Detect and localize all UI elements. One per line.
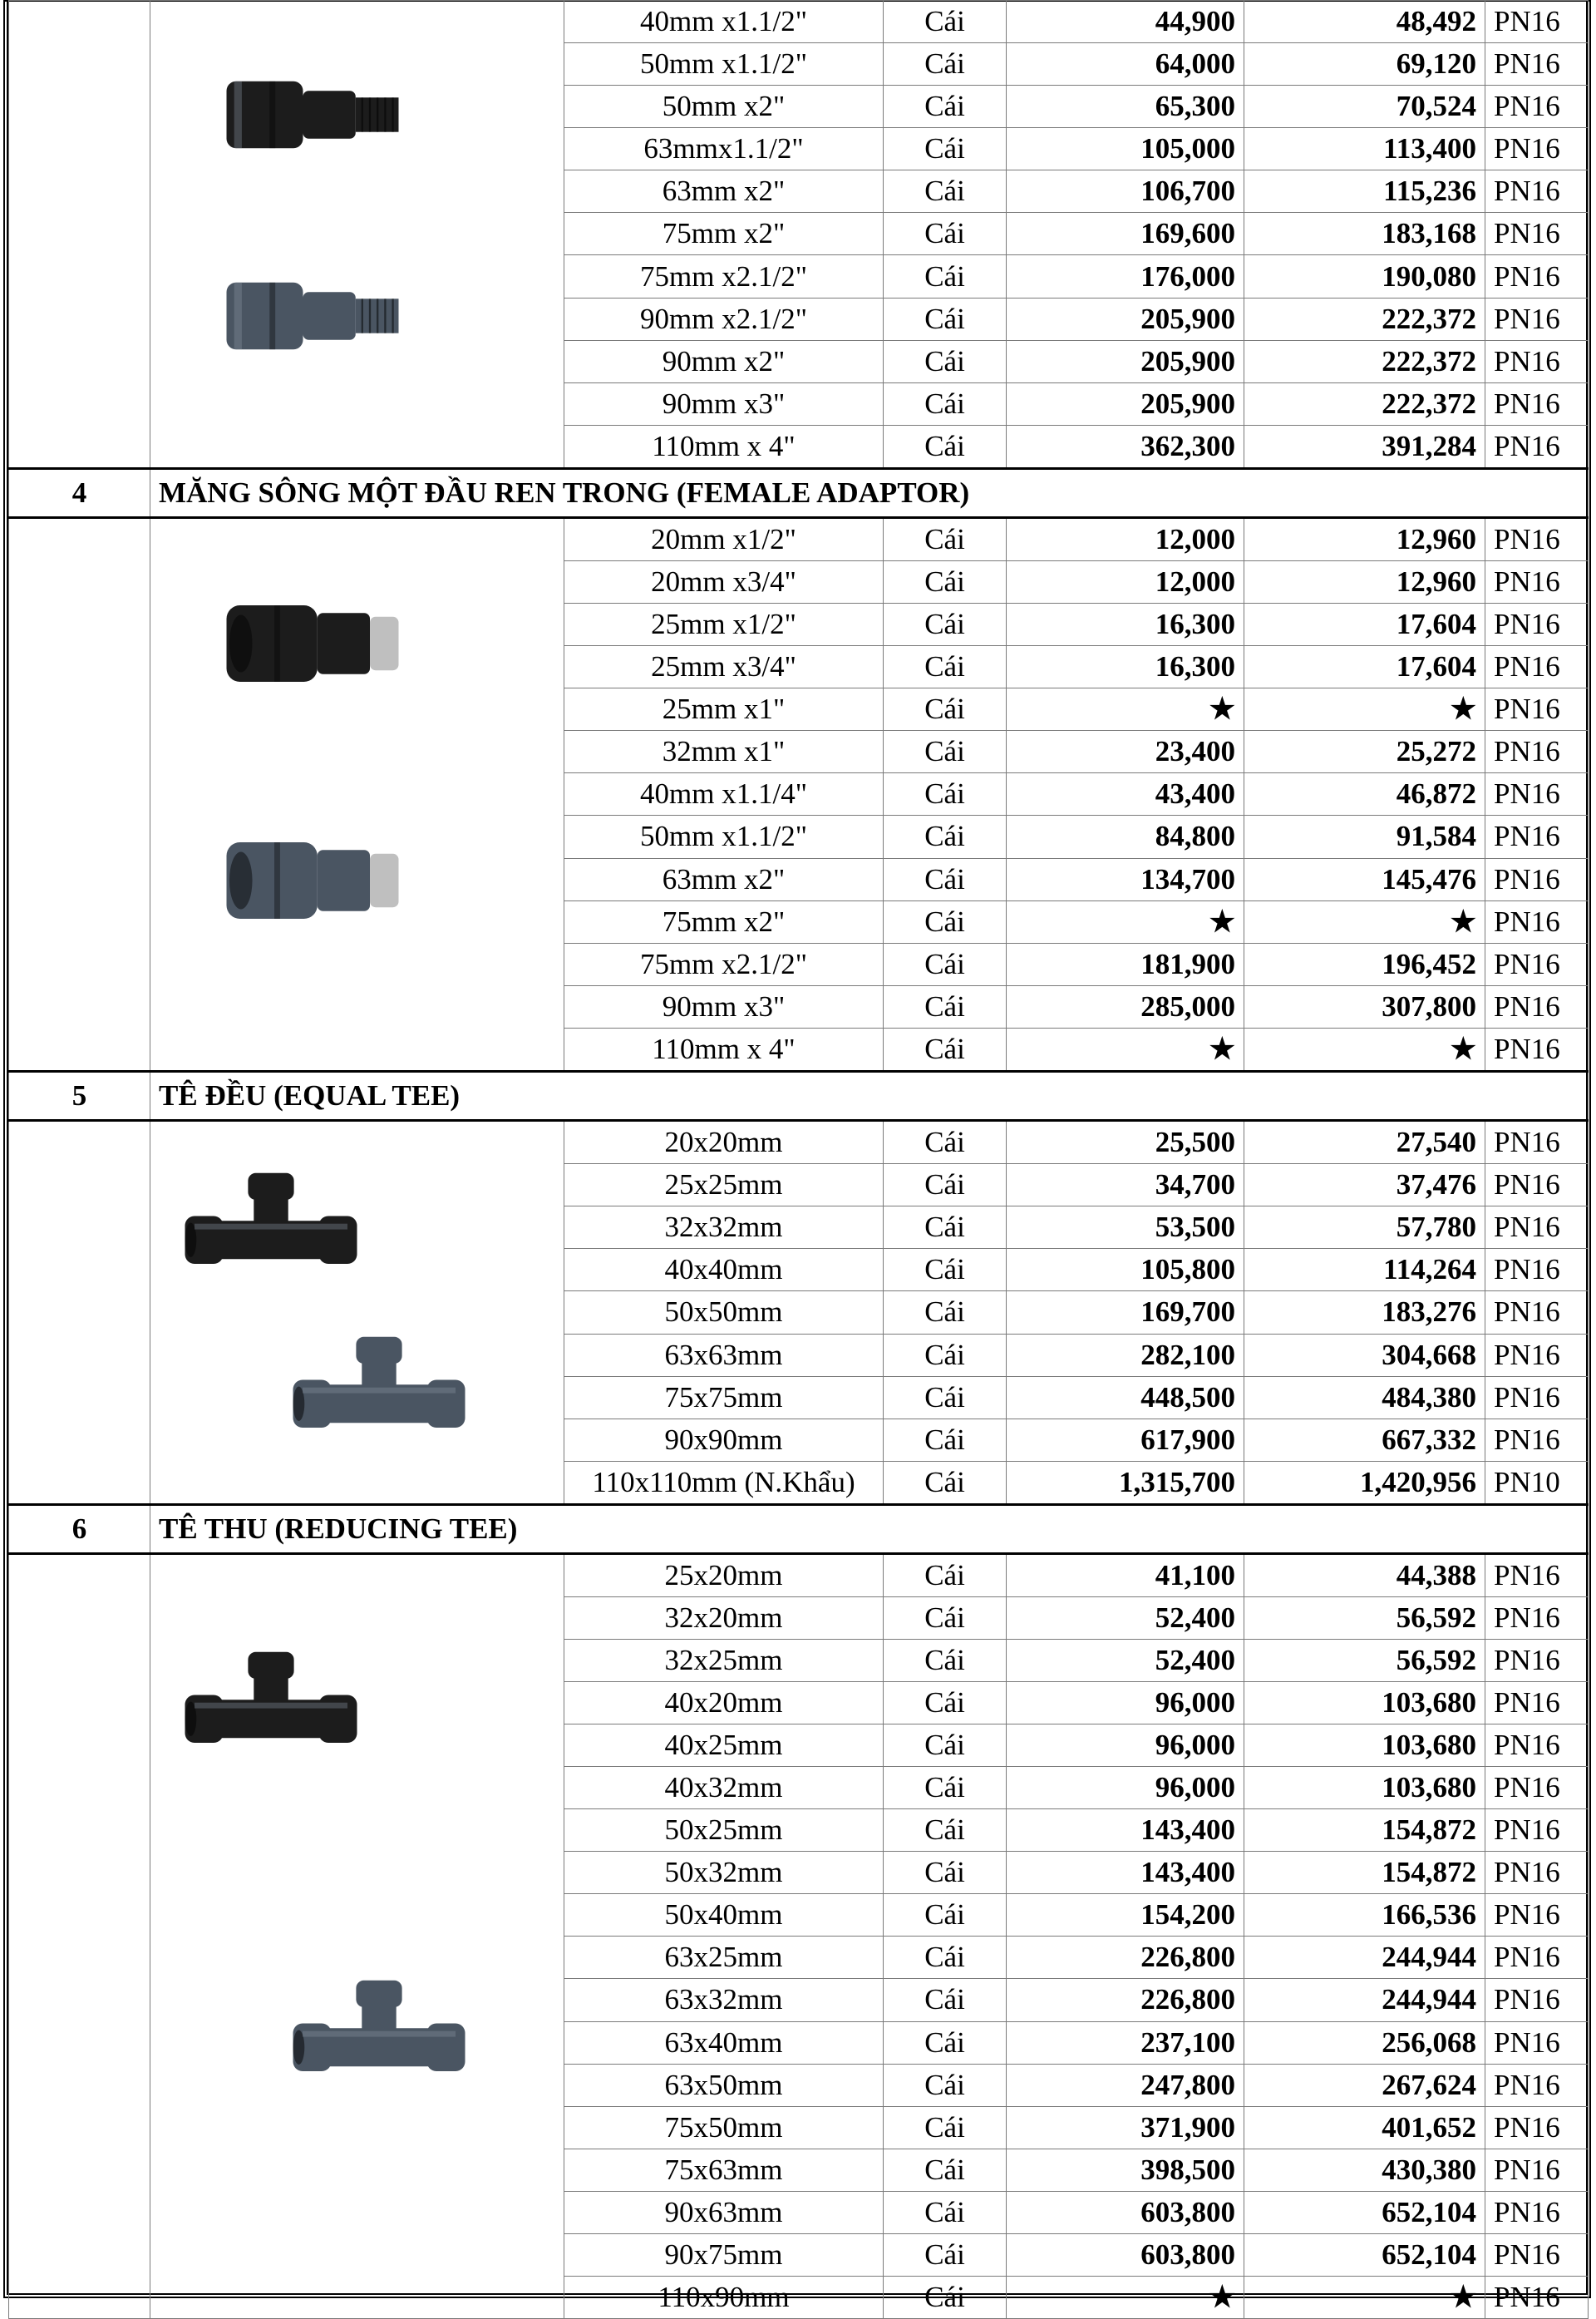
size-cell: 75x75mm xyxy=(564,1376,884,1419)
price-vat-cell: 190,080 xyxy=(1244,255,1485,298)
section-header-row xyxy=(9,469,1589,518)
price-vat-cell: 25,272 xyxy=(1244,731,1485,773)
price-vat-cell: 183,276 xyxy=(1244,1291,1485,1334)
size-cell: 50x50mm xyxy=(564,1291,884,1334)
price-cell: 53,500 xyxy=(1007,1206,1244,1249)
pressure-cell: PN16 xyxy=(1485,1937,1589,1979)
price-cell: 1,315,700 xyxy=(1007,1461,1244,1504)
price-cell: 603,800 xyxy=(1007,2191,1244,2233)
price-vat-cell: 145,476 xyxy=(1244,858,1485,900)
size-cell: 90x63mm xyxy=(564,2191,884,2233)
pressure-cell: PN16 xyxy=(1485,1640,1589,1682)
price-vat-cell: 70,524 xyxy=(1244,86,1485,128)
price-vat-cell: 44,388 xyxy=(1244,1554,1485,1597)
pressure-cell: PN16 xyxy=(1485,1028,1589,1071)
pressure-cell: PN16 xyxy=(1485,688,1589,731)
section-title: MĂNG SÔNG MỘT ĐẦU REN TRONG (FEMALE ADAPTOR) xyxy=(150,469,1589,518)
unit-cell: Cái xyxy=(884,1640,1007,1682)
unit-cell: Cái xyxy=(884,86,1007,128)
size-cell: 63mmx1.1/2" xyxy=(564,128,884,170)
price-cell: 205,900 xyxy=(1007,340,1244,382)
price-cell: 96,000 xyxy=(1007,1682,1244,1724)
price-vat-cell: ★ xyxy=(1244,900,1485,943)
pressure-cell: PN16 xyxy=(1485,816,1589,858)
row-number-cell xyxy=(9,1,150,469)
pressure-cell: PN16 xyxy=(1485,943,1589,985)
price-cell: 96,000 xyxy=(1007,1724,1244,1767)
price-cell: ★ xyxy=(1007,900,1244,943)
price-vat-cell: 17,604 xyxy=(1244,604,1485,646)
size-cell: 40x32mm xyxy=(564,1767,884,1809)
size-cell: 20x20mm xyxy=(564,1121,884,1164)
unit-cell: Cái xyxy=(884,1937,1007,1979)
price-cell: 176,000 xyxy=(1007,255,1244,298)
unit-cell: Cái xyxy=(884,604,1007,646)
pressure-cell: PN16 xyxy=(1485,340,1589,382)
pressure-cell: PN16 xyxy=(1485,1597,1589,1640)
pressure-cell: PN16 xyxy=(1485,1682,1589,1724)
unit-cell: Cái xyxy=(884,1979,1007,2021)
pressure-cell: PN16 xyxy=(1485,1852,1589,1894)
price-vat-cell: 391,284 xyxy=(1244,425,1485,468)
price-cell: 226,800 xyxy=(1007,1937,1244,1979)
unit-cell: Cái xyxy=(884,425,1007,468)
pressure-cell: PN16 xyxy=(1485,1376,1589,1419)
unit-cell: Cái xyxy=(884,1597,1007,1640)
unit-cell: Cái xyxy=(884,1852,1007,1894)
size-cell: 63mm x2" xyxy=(564,170,884,213)
equal-tee-black-image xyxy=(283,1331,475,1448)
female-adaptor-grey-image xyxy=(217,585,408,702)
price-cell: 34,700 xyxy=(1007,1164,1244,1206)
pressure-cell: PN16 xyxy=(1485,1291,1589,1334)
pressure-cell: PN16 xyxy=(1485,604,1589,646)
unit-cell: Cái xyxy=(884,43,1007,86)
price-cell: 12,000 xyxy=(1007,561,1244,604)
price-vat-cell: 667,332 xyxy=(1244,1419,1485,1461)
unit-cell: Cái xyxy=(884,1724,1007,1767)
price-vat-cell: 56,592 xyxy=(1244,1597,1485,1640)
price-vat-cell: 1,420,956 xyxy=(1244,1461,1485,1504)
product-image-cell xyxy=(150,1121,564,1505)
unit-cell: Cái xyxy=(884,2106,1007,2149)
size-cell: 32x20mm xyxy=(564,1597,884,1640)
unit-cell: Cái xyxy=(884,816,1007,858)
price-cell: ★ xyxy=(1007,2276,1244,2318)
size-cell: 25mm x1" xyxy=(564,688,884,731)
product-image-cell xyxy=(150,518,564,1072)
price-cell: 41,100 xyxy=(1007,1554,1244,1597)
price-cell: 205,900 xyxy=(1007,382,1244,425)
row-number-cell xyxy=(9,1121,150,1505)
price-vat-cell: 256,068 xyxy=(1244,2021,1485,2064)
price-vat-cell: 103,680 xyxy=(1244,1682,1485,1724)
price-cell: 12,000 xyxy=(1007,518,1244,561)
size-cell: 40x40mm xyxy=(564,1249,884,1291)
size-cell: 20mm x1/2" xyxy=(564,518,884,561)
size-cell: 63x40mm xyxy=(564,2021,884,2064)
size-cell: 90x90mm xyxy=(564,1419,884,1461)
pressure-cell: PN16 xyxy=(1485,1249,1589,1291)
price-cell: 247,800 xyxy=(1007,2064,1244,2106)
pressure-cell: PN10 xyxy=(1485,1461,1589,1504)
unit-cell: Cái xyxy=(884,900,1007,943)
table-row xyxy=(9,1121,1589,1164)
size-cell: 50mm x1.1/2" xyxy=(564,816,884,858)
reducing-tee-black-image xyxy=(283,1975,475,2091)
price-vat-cell: 37,476 xyxy=(1244,1164,1485,1206)
pressure-cell: PN16 xyxy=(1485,773,1589,816)
price-cell: 84,800 xyxy=(1007,816,1244,858)
unit-cell: Cái xyxy=(884,1376,1007,1419)
unit-cell: Cái xyxy=(884,298,1007,340)
unit-cell: Cái xyxy=(884,255,1007,298)
size-cell: 25x25mm xyxy=(564,1164,884,1206)
price-vat-cell: 12,960 xyxy=(1244,561,1485,604)
unit-cell: Cái xyxy=(884,1,1007,43)
price-cell: 143,400 xyxy=(1007,1809,1244,1852)
section-number: 4 xyxy=(9,469,150,518)
price-cell: 23,400 xyxy=(1007,731,1244,773)
unit-cell: Cái xyxy=(884,1121,1007,1164)
size-cell: 40mm x1.1/4" xyxy=(564,773,884,816)
price-vat-cell: 183,168 xyxy=(1244,213,1485,255)
female-adaptor-black-image xyxy=(217,822,408,939)
unit-cell: Cái xyxy=(884,1682,1007,1724)
price-vat-cell: ★ xyxy=(1244,2276,1485,2318)
table-row xyxy=(9,1,1589,43)
price-cell: 16,300 xyxy=(1007,646,1244,688)
price-cell: ★ xyxy=(1007,688,1244,731)
size-cell: 75x63mm xyxy=(564,2149,884,2191)
size-cell: 90mm x2" xyxy=(564,340,884,382)
price-vat-cell: 244,944 xyxy=(1244,1937,1485,1979)
pressure-cell: PN16 xyxy=(1485,646,1589,688)
price-cell: 43,400 xyxy=(1007,773,1244,816)
price-cell: 282,100 xyxy=(1007,1334,1244,1376)
price-vat-cell: 222,372 xyxy=(1244,298,1485,340)
pressure-cell: PN16 xyxy=(1485,2191,1589,2233)
price-vat-cell: 222,372 xyxy=(1244,382,1485,425)
price-vat-cell: 12,960 xyxy=(1244,518,1485,561)
unit-cell: Cái xyxy=(884,773,1007,816)
section-number: 6 xyxy=(9,1505,150,1554)
price-cell: 16,300 xyxy=(1007,604,1244,646)
unit-cell: Cái xyxy=(884,646,1007,688)
unit-cell: Cái xyxy=(884,518,1007,561)
price-vat-cell: 652,104 xyxy=(1244,2233,1485,2276)
unit-cell: Cái xyxy=(884,1461,1007,1504)
price-cell: 154,200 xyxy=(1007,1894,1244,1937)
price-vat-cell: 46,872 xyxy=(1244,773,1485,816)
price-vat-cell: 115,236 xyxy=(1244,170,1485,213)
size-cell: 90mm x2.1/2" xyxy=(564,298,884,340)
size-cell: 50x32mm xyxy=(564,1852,884,1894)
size-cell: 40mm x1.1/2" xyxy=(564,1,884,43)
unit-cell: Cái xyxy=(884,2276,1007,2318)
product-image-cell xyxy=(150,1554,564,2319)
unit-cell: Cái xyxy=(884,2021,1007,2064)
size-cell: 75mm x2" xyxy=(564,900,884,943)
price-vat-cell: 154,872 xyxy=(1244,1809,1485,1852)
price-vat-cell: 222,372 xyxy=(1244,340,1485,382)
table-row xyxy=(9,518,1589,561)
price-vat-cell: 304,668 xyxy=(1244,1334,1485,1376)
pressure-cell: PN16 xyxy=(1485,1,1589,43)
size-cell: 32x32mm xyxy=(564,1206,884,1249)
section-header-row xyxy=(9,1505,1589,1554)
size-cell: 110x110mm (N.Khẩu) xyxy=(564,1461,884,1504)
price-cell: 105,000 xyxy=(1007,128,1244,170)
pressure-cell: PN16 xyxy=(1485,2106,1589,2149)
pressure-cell: PN16 xyxy=(1485,43,1589,86)
price-cell: 362,300 xyxy=(1007,425,1244,468)
size-cell: 32x25mm xyxy=(564,1640,884,1682)
row-number-cell xyxy=(9,518,150,1072)
price-cell: 44,900 xyxy=(1007,1,1244,43)
price-cell: 143,400 xyxy=(1007,1852,1244,1894)
pressure-cell: PN16 xyxy=(1485,1164,1589,1206)
price-vat-cell: 91,584 xyxy=(1244,816,1485,858)
unit-cell: Cái xyxy=(884,985,1007,1028)
size-cell: 20mm x3/4" xyxy=(564,561,884,604)
unit-cell: Cái xyxy=(884,1554,1007,1597)
pressure-cell: PN16 xyxy=(1485,731,1589,773)
price-vat-cell: 166,536 xyxy=(1244,1894,1485,1937)
size-cell: 63x63mm xyxy=(564,1334,884,1376)
price-vat-cell: 154,872 xyxy=(1244,1852,1485,1894)
price-cell: 64,000 xyxy=(1007,43,1244,86)
pressure-cell: PN16 xyxy=(1485,900,1589,943)
price-cell: 398,500 xyxy=(1007,2149,1244,2191)
price-cell: 106,700 xyxy=(1007,170,1244,213)
pressure-cell: PN16 xyxy=(1485,1894,1589,1937)
product-image-cell xyxy=(150,1,564,469)
equal-tee-grey-image xyxy=(175,1167,367,1284)
price-vat-cell: 57,780 xyxy=(1244,1206,1485,1249)
pressure-cell: PN16 xyxy=(1485,2021,1589,2064)
unit-cell: Cái xyxy=(884,2191,1007,2233)
price-cell: 105,800 xyxy=(1007,1249,1244,1291)
price-cell: 134,700 xyxy=(1007,858,1244,900)
size-cell: 75x50mm xyxy=(564,2106,884,2149)
pressure-cell: PN16 xyxy=(1485,255,1589,298)
price-cell: 285,000 xyxy=(1007,985,1244,1028)
pressure-cell: PN16 xyxy=(1485,425,1589,468)
price-table xyxy=(8,0,1589,2319)
pressure-cell: PN16 xyxy=(1485,858,1589,900)
unit-cell: Cái xyxy=(884,688,1007,731)
pressure-cell: PN16 xyxy=(1485,1121,1589,1164)
size-cell: 75mm x2.1/2" xyxy=(564,943,884,985)
size-cell: 25x20mm xyxy=(564,1554,884,1597)
size-cell: 50x40mm xyxy=(564,1894,884,1937)
price-cell: 169,700 xyxy=(1007,1291,1244,1334)
price-cell: 52,400 xyxy=(1007,1597,1244,1640)
price-cell: 65,300 xyxy=(1007,86,1244,128)
section-title: TÊ ĐỀU (EQUAL TEE) xyxy=(150,1072,1589,1121)
size-cell: 90mm x3" xyxy=(564,985,884,1028)
size-cell: 75mm x2.1/2" xyxy=(564,255,884,298)
unit-cell: Cái xyxy=(884,1419,1007,1461)
price-vat-cell: 114,264 xyxy=(1244,1249,1485,1291)
price-cell: 237,100 xyxy=(1007,2021,1244,2064)
size-cell: 75mm x2" xyxy=(564,213,884,255)
unit-cell: Cái xyxy=(884,340,1007,382)
pressure-cell: PN16 xyxy=(1485,1724,1589,1767)
unit-cell: Cái xyxy=(884,2233,1007,2276)
price-vat-cell: ★ xyxy=(1244,688,1485,731)
price-cell: 52,400 xyxy=(1007,1640,1244,1682)
unit-cell: Cái xyxy=(884,213,1007,255)
unit-cell: Cái xyxy=(884,1767,1007,1809)
price-vat-cell: 430,380 xyxy=(1244,2149,1485,2191)
section-title: TÊ THU (REDUCING TEE) xyxy=(150,1505,1589,1554)
price-cell: 169,600 xyxy=(1007,213,1244,255)
pressure-cell: PN16 xyxy=(1485,561,1589,604)
pressure-cell: PN16 xyxy=(1485,1334,1589,1376)
price-vat-cell: 69,120 xyxy=(1244,43,1485,86)
unit-cell: Cái xyxy=(884,1894,1007,1937)
price-vat-cell: 113,400 xyxy=(1244,128,1485,170)
size-cell: 110mm x 4" xyxy=(564,1028,884,1071)
size-cell: 90mm x3" xyxy=(564,382,884,425)
pressure-cell: PN16 xyxy=(1485,128,1589,170)
pressure-cell: PN16 xyxy=(1485,1809,1589,1852)
price-vat-cell: 17,604 xyxy=(1244,646,1485,688)
size-cell: 63x50mm xyxy=(564,2064,884,2106)
pressure-cell: PN16 xyxy=(1485,1419,1589,1461)
unit-cell: Cái xyxy=(884,2149,1007,2191)
pressure-cell: PN16 xyxy=(1485,1767,1589,1809)
unit-cell: Cái xyxy=(884,858,1007,900)
price-cell: 371,900 xyxy=(1007,2106,1244,2149)
price-vat-cell: 401,652 xyxy=(1244,2106,1485,2149)
size-cell: 50mm x2" xyxy=(564,86,884,128)
price-cell: ★ xyxy=(1007,1028,1244,1071)
reducing-tee-grey-image xyxy=(175,1646,367,1763)
size-cell: 40x25mm xyxy=(564,1724,884,1767)
unit-cell: Cái xyxy=(884,943,1007,985)
size-cell: 63x25mm xyxy=(564,1937,884,1979)
price-cell: 617,900 xyxy=(1007,1419,1244,1461)
unit-cell: Cái xyxy=(884,731,1007,773)
price-cell: 205,900 xyxy=(1007,298,1244,340)
price-cell: 96,000 xyxy=(1007,1767,1244,1809)
pressure-cell: PN16 xyxy=(1485,2276,1589,2318)
unit-cell: Cái xyxy=(884,561,1007,604)
price-vat-cell: 48,492 xyxy=(1244,1,1485,43)
price-vat-cell: 196,452 xyxy=(1244,943,1485,985)
male-adaptor-grey-image xyxy=(217,258,408,374)
unit-cell: Cái xyxy=(884,1809,1007,1852)
price-vat-cell: 56,592 xyxy=(1244,1640,1485,1682)
pressure-cell: PN16 xyxy=(1485,518,1589,561)
unit-cell: Cái xyxy=(884,1291,1007,1334)
price-vat-cell: 244,944 xyxy=(1244,1979,1485,2021)
unit-cell: Cái xyxy=(884,2064,1007,2106)
pressure-cell: PN16 xyxy=(1485,2064,1589,2106)
unit-cell: Cái xyxy=(884,1028,1007,1071)
pressure-cell: PN16 xyxy=(1485,298,1589,340)
section-header-row xyxy=(9,1072,1589,1121)
table-row xyxy=(9,1554,1589,1597)
size-cell: 32mm x1" xyxy=(564,731,884,773)
price-cell: 448,500 xyxy=(1007,1376,1244,1419)
price-cell: 226,800 xyxy=(1007,1979,1244,2021)
unit-cell: Cái xyxy=(884,382,1007,425)
price-vat-cell: 652,104 xyxy=(1244,2191,1485,2233)
size-cell: 63x32mm xyxy=(564,1979,884,2021)
size-cell: 50x25mm xyxy=(564,1809,884,1852)
pressure-cell: PN16 xyxy=(1485,1554,1589,1597)
price-vat-cell: 103,680 xyxy=(1244,1724,1485,1767)
size-cell: 110mm x 4" xyxy=(564,425,884,468)
size-cell: 40x20mm xyxy=(564,1682,884,1724)
price-vat-cell: 103,680 xyxy=(1244,1767,1485,1809)
pressure-cell: PN16 xyxy=(1485,1206,1589,1249)
pressure-cell: PN16 xyxy=(1485,213,1589,255)
price-vat-cell: 267,624 xyxy=(1244,2064,1485,2106)
row-number-cell xyxy=(9,1554,150,2319)
pressure-cell: PN16 xyxy=(1485,382,1589,425)
pressure-cell: PN16 xyxy=(1485,1979,1589,2021)
unit-cell: Cái xyxy=(884,1249,1007,1291)
pressure-cell: PN16 xyxy=(1485,170,1589,213)
size-cell: 25mm x3/4" xyxy=(564,646,884,688)
unit-cell: Cái xyxy=(884,1206,1007,1249)
price-cell: 181,900 xyxy=(1007,943,1244,985)
unit-cell: Cái xyxy=(884,1334,1007,1376)
section-number: 5 xyxy=(9,1072,150,1121)
pressure-cell: PN16 xyxy=(1485,985,1589,1028)
price-vat-cell: 484,380 xyxy=(1244,1376,1485,1419)
size-cell: 110x90mm xyxy=(564,2276,884,2318)
male-adaptor-black-image xyxy=(217,57,408,173)
price-vat-cell: ★ xyxy=(1244,1028,1485,1071)
price-vat-cell: 307,800 xyxy=(1244,985,1485,1028)
price-cell: 603,800 xyxy=(1007,2233,1244,2276)
unit-cell: Cái xyxy=(884,128,1007,170)
unit-cell: Cái xyxy=(884,1164,1007,1206)
pressure-cell: PN16 xyxy=(1485,2233,1589,2276)
pressure-cell: PN16 xyxy=(1485,86,1589,128)
pressure-cell: PN16 xyxy=(1485,2149,1589,2191)
size-cell: 50mm x1.1/2" xyxy=(564,43,884,86)
price-cell: 25,500 xyxy=(1007,1121,1244,1164)
price-vat-cell: 27,540 xyxy=(1244,1121,1485,1164)
size-cell: 63mm x2" xyxy=(564,858,884,900)
size-cell: 25mm x1/2" xyxy=(564,604,884,646)
unit-cell: Cái xyxy=(884,170,1007,213)
size-cell: 90x75mm xyxy=(564,2233,884,2276)
